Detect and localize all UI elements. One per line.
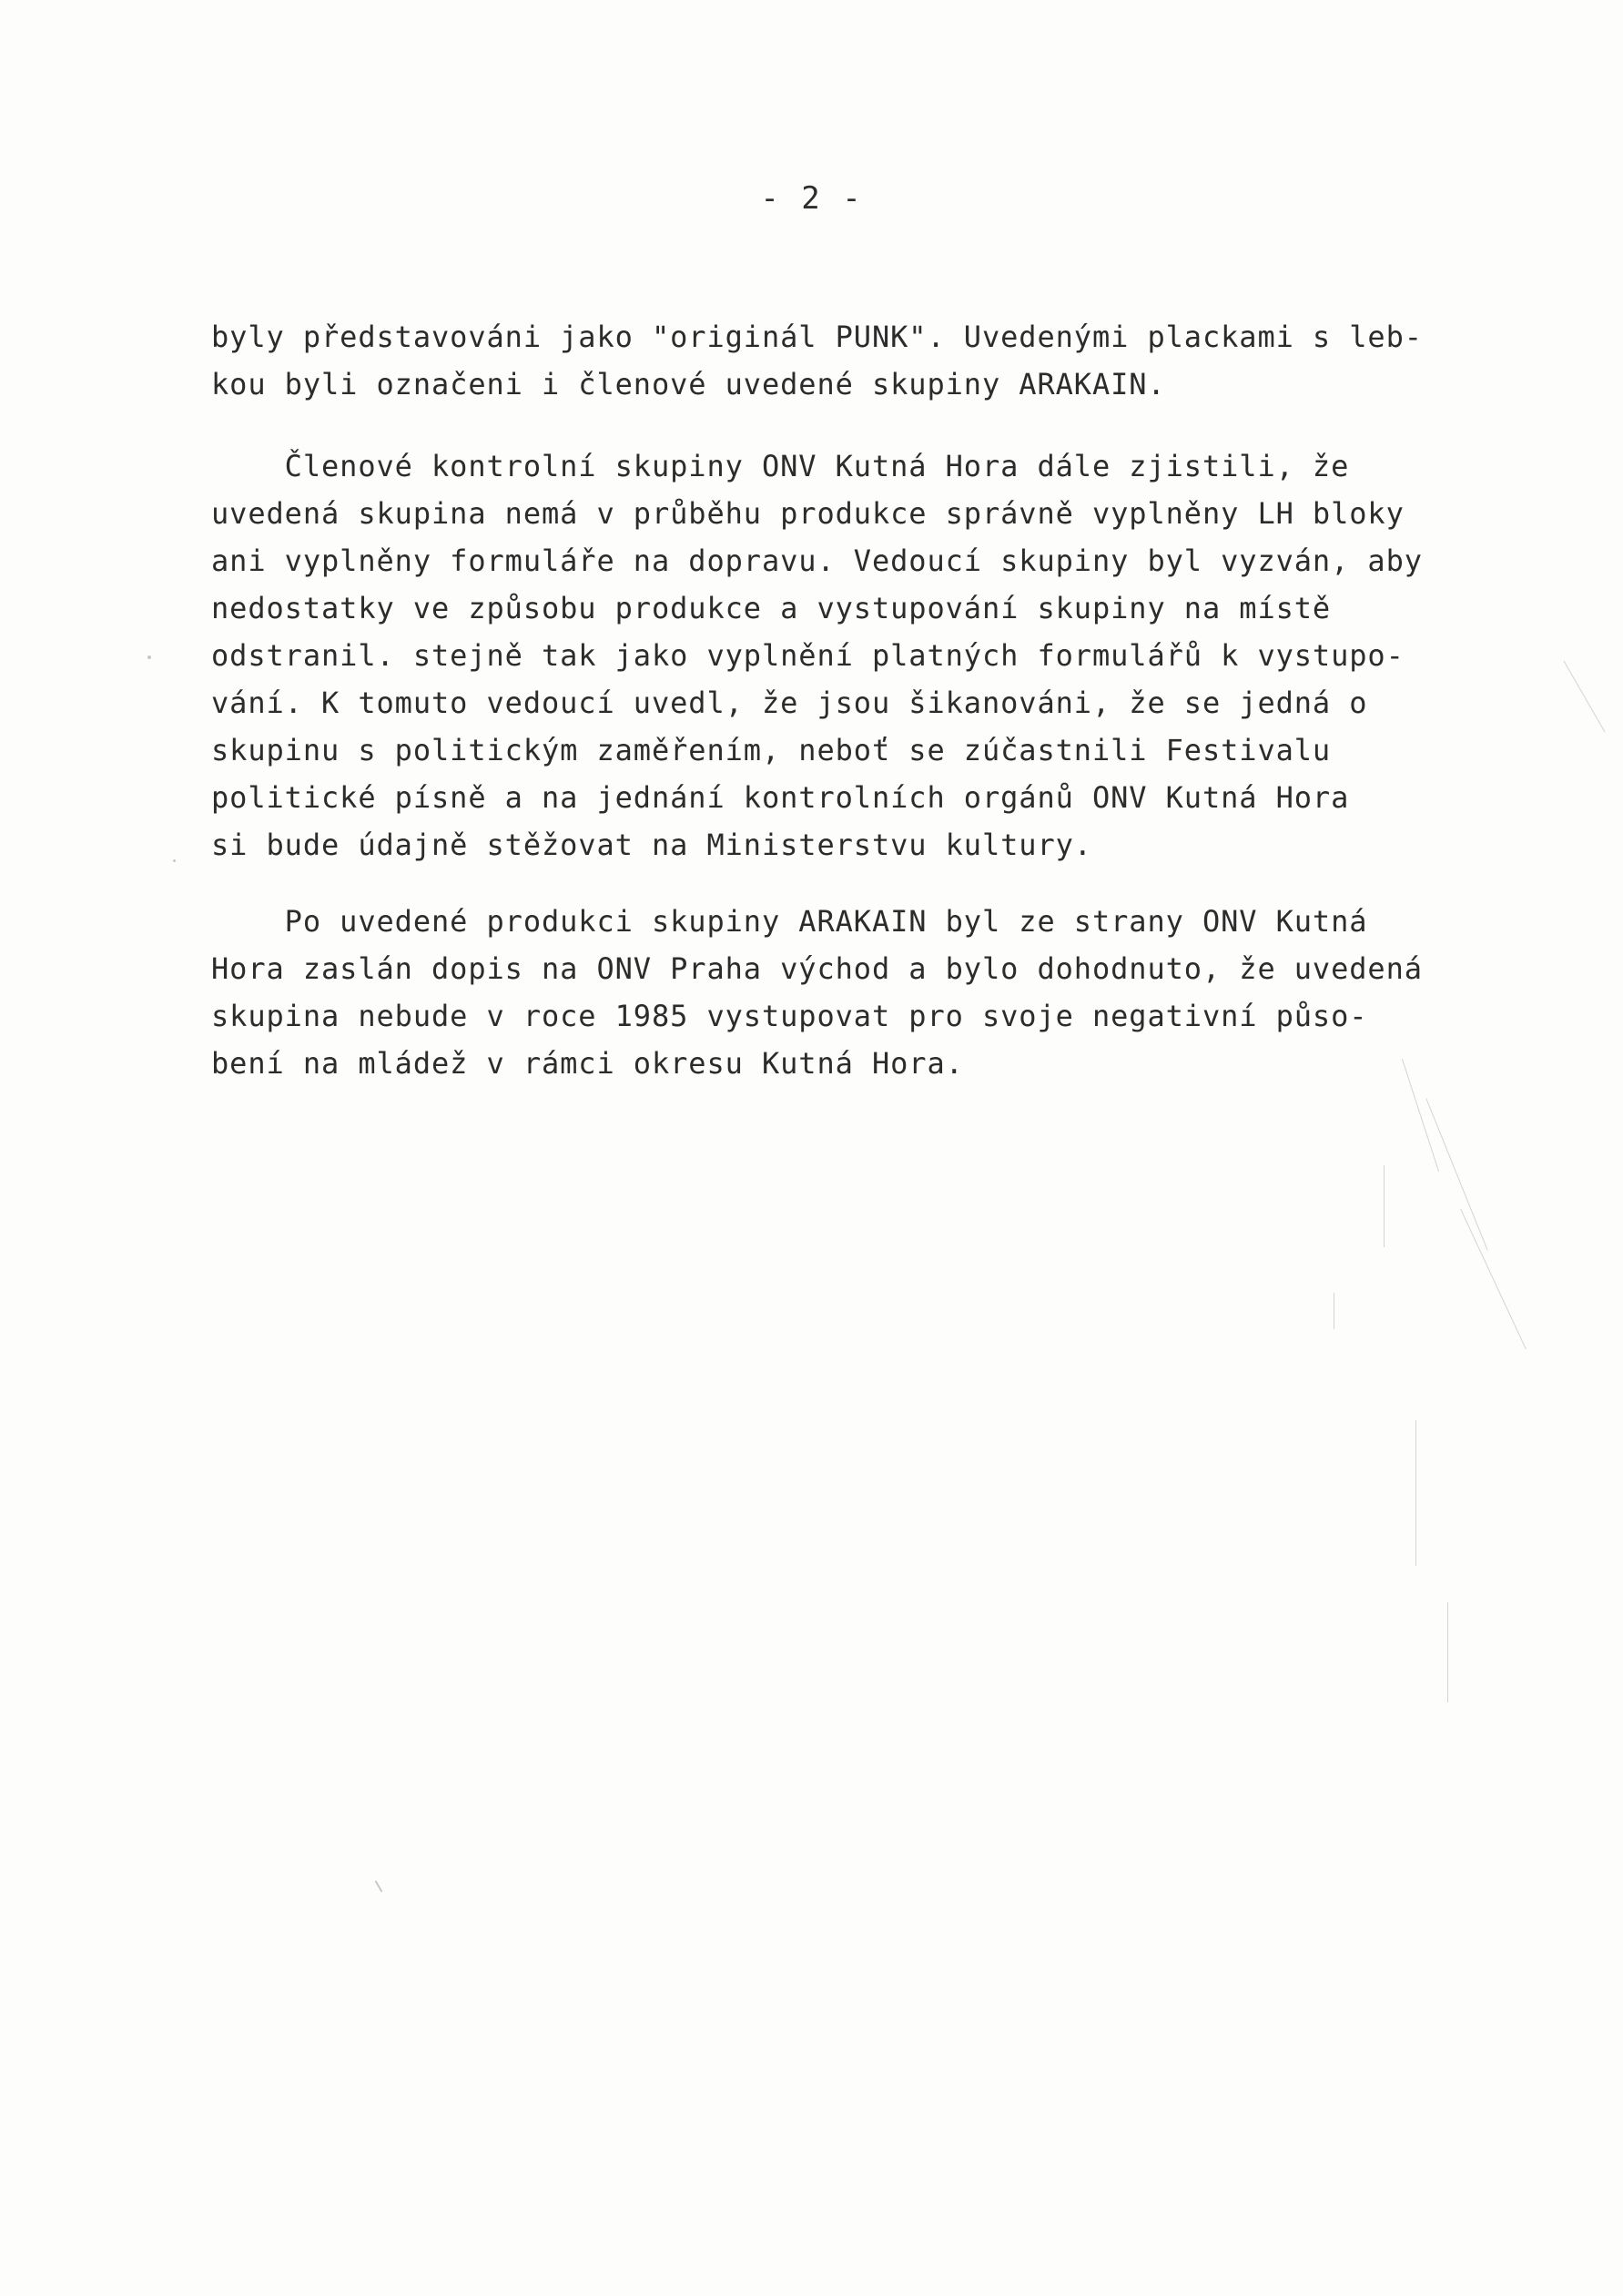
- paragraph-2-line-3: ani vyplněny formuláře na dopravu. Vedoucí skupiny byl vyzván, aby: [211, 544, 1423, 578]
- paragraph-3-line-4: bení na mládež v rámci okresu Kutná Hora.: [211, 1046, 964, 1081]
- paragraph-3-line-2: Hora zaslán dopis na ONV Praha východ a bylo dohodnuto, že uvedená: [211, 951, 1423, 986]
- scan-crease-mark: [1425, 1098, 1487, 1250]
- scan-crease-mark: [1447, 1602, 1448, 1702]
- paragraph-2-line-7: skupinu s politickým zaměřením, neboť se zúčastnili Festivalu: [211, 733, 1332, 767]
- scan-crease-mark: [1384, 1165, 1385, 1247]
- page-number: - 2 -: [760, 180, 863, 217]
- paragraph-1-line-2: kou byli označeni i členové uvedené skupiny ARAKAIN.: [211, 367, 1166, 401]
- paragraph-2-line-8: politické písně a na jednání kontrolních orgánů ONV Kutná Hora: [211, 780, 1350, 815]
- scan-dust-speck: [147, 655, 151, 659]
- scan-dust-speck: [375, 1880, 383, 1892]
- paragraph-3-line-1: Po uvedené produkci skupiny ARAKAIN byl ze strany ONV Kutná: [211, 904, 1368, 939]
- paragraph-2-line-5: odstranil. stejně tak jako vyplnění platných formulářů k vystupo-: [211, 638, 1405, 673]
- paragraph-3-line-3: skupina nebude v roce 1985 vystupovat pro svoje negativní půso-: [211, 999, 1368, 1033]
- paragraph-1-line-1: byly představováni jako "originál PUNK". Uvedenými plackami s leb-: [211, 320, 1423, 354]
- scan-crease-mark: [1415, 1420, 1416, 1566]
- scan-crease-mark: [1460, 1209, 1527, 1349]
- paragraph-2-line-4: nedostatky ve způsobu produkce a vystupování skupiny na místě: [211, 591, 1332, 625]
- paragraph-2-line-2: uvedená skupina nemá v průběhu produkce správně vyplněny LH bloky: [211, 496, 1405, 531]
- paragraph-2-line-6: vání. K tomuto vedoucí uvedl, že jsou šikanováni, že se jedná o: [211, 686, 1368, 720]
- paragraph-2-line-9: si bude údajně stěžovat na Ministerstvu kultury.: [211, 828, 1092, 862]
- scan-crease-mark: [1564, 661, 1606, 732]
- scan-dust-speck: [173, 859, 176, 862]
- paragraph-2-line-1: Členové kontrolní skupiny ONV Kutná Hora dále zjistili, že: [211, 449, 1350, 483]
